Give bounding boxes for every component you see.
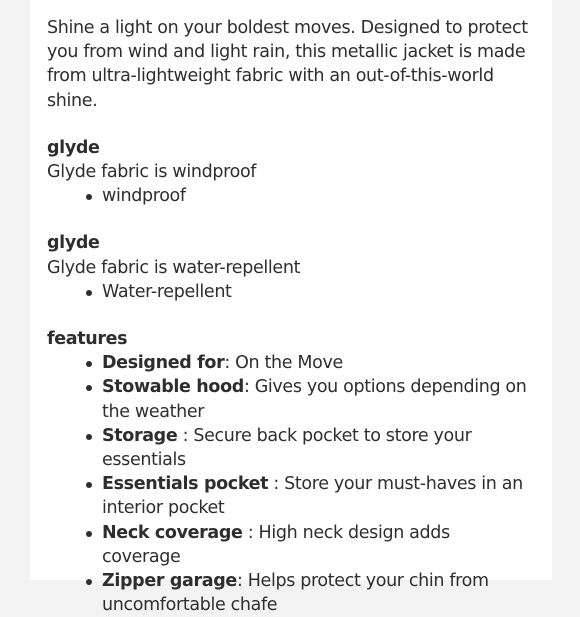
section-features xyxy=(47,327,552,617)
feature-item-essentials-pocket xyxy=(102,472,532,520)
feature-label: Essentials pocket xyxy=(102,474,269,495)
section-text: Glyde fabric is windproof xyxy=(47,162,257,183)
list-item: Water-repellent xyxy=(102,280,532,304)
section-heading: glyde xyxy=(47,233,100,254)
list-item: windproof xyxy=(102,184,532,208)
feature-item-designed-for xyxy=(102,351,532,375)
feature-item-neck-coverage xyxy=(102,521,532,569)
features-list xyxy=(47,351,552,617)
product-description: Shine a light on your boldest moves. Designed to protect you from wind and light rain, this metallic jacket is made from ultra-lightweight fabric with an out-of-this-world shine. xyxy=(47,18,528,111)
feature-text: : Secure back pocket to store your essentials xyxy=(102,425,472,471)
feature-text: : Gives you options depending on the weather xyxy=(102,377,527,422)
section-heading: glyde xyxy=(47,137,100,158)
section-text: Glyde fabric is water-repellent xyxy=(47,257,301,278)
feature-label: Stowable hood xyxy=(102,377,244,398)
product-details-card xyxy=(30,0,552,616)
feature-text: : High neck design adds coverage xyxy=(102,522,450,567)
features-heading: features xyxy=(47,329,128,350)
feature-item-stowable-hood xyxy=(102,375,532,423)
feature-label: Storage xyxy=(102,425,178,446)
bullet-list xyxy=(47,184,552,208)
feature-label: Designed for xyxy=(102,353,225,374)
feature-text: : Helps protect your chin from uncomfortable chafe xyxy=(102,571,489,616)
feature-item-zipper-garage xyxy=(102,569,532,617)
feature-text: : On the Move xyxy=(224,353,343,374)
feature-text: : Store your must-haves in an interior pocket xyxy=(102,474,523,519)
feature-item-storage xyxy=(102,424,532,472)
section-glyde-water-repellent xyxy=(47,231,552,304)
bullet-list xyxy=(47,280,552,304)
feature-label: Neck coverage xyxy=(102,522,243,543)
feature-label: Zipper garage xyxy=(102,571,237,592)
section-glyde-windproof xyxy=(47,136,552,209)
